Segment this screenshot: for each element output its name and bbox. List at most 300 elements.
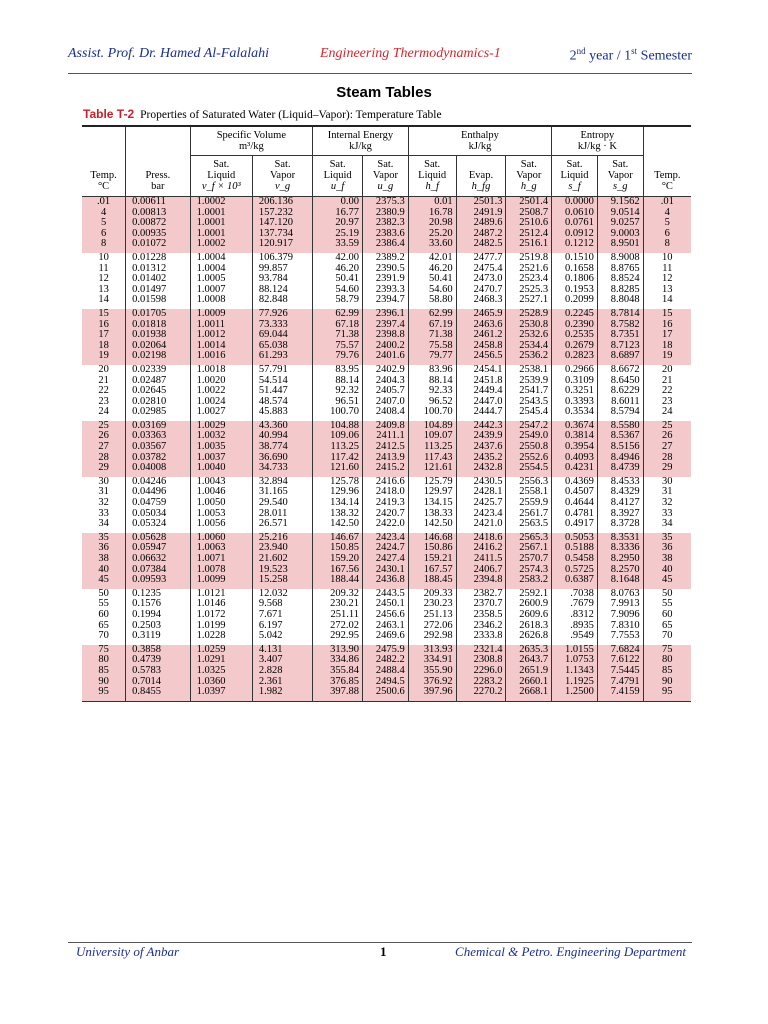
- table-cell: 93.784: [252, 274, 312, 285]
- table-cell: 31.165: [252, 487, 312, 498]
- table-cell: 42.00: [313, 253, 363, 264]
- table-cell: 25.20: [408, 229, 456, 240]
- table-cell: 7.7553: [597, 631, 643, 645]
- table-cell: 2549.0: [506, 431, 552, 442]
- table-cell: 46.20: [408, 264, 456, 275]
- table-cell: 0.01: [408, 197, 456, 208]
- table-cell: 0.3858: [126, 645, 190, 656]
- table-cell: 34.733: [252, 463, 312, 477]
- cell-temp: 31: [98, 486, 109, 498]
- table-cell: 0.7014: [126, 677, 190, 688]
- table-cell: 2559.9: [506, 498, 552, 509]
- table-cell: 16.77: [313, 208, 363, 219]
- table-cell: 1.0360: [190, 677, 252, 688]
- table-cell: 1.2500: [552, 687, 598, 701]
- table-cell: 2421.0: [456, 519, 506, 533]
- table-cell: 8.5580: [597, 421, 643, 432]
- table-cell: 0.1235: [126, 589, 190, 600]
- table-cell: 1.0020: [190, 376, 252, 387]
- table-cell: 2390.5: [363, 264, 409, 275]
- table-cell: 0.1953: [552, 285, 598, 296]
- cell-temp-right: 17: [643, 330, 691, 341]
- table-cell: 2435.2: [456, 453, 506, 464]
- table-cell: 92.32: [313, 386, 363, 397]
- table-cell: 334.86: [313, 655, 363, 666]
- table-cell: 2430.1: [363, 565, 409, 576]
- table-cell: 109.07: [408, 431, 456, 442]
- table-cell: 2463.6: [456, 320, 506, 331]
- table-cell: 8.8048: [597, 295, 643, 309]
- table-cell: 0.3954: [552, 442, 598, 453]
- table-cell: 106.379: [252, 253, 312, 264]
- table-cell: 2411.5: [456, 554, 506, 565]
- cell-temp: 12: [98, 273, 109, 285]
- table-cell: 0.4093: [552, 453, 598, 464]
- table-cell: 2477.7: [456, 253, 506, 264]
- cell-temp: 16: [82, 320, 126, 331]
- cell-temp: 4: [82, 208, 126, 219]
- table-cell: 2558.1: [506, 487, 552, 498]
- table-cell: 0.3119: [126, 631, 190, 645]
- table-cell: 2412.5: [363, 442, 409, 453]
- table-cell: 1.0043: [190, 477, 252, 488]
- cell-temp: 38: [82, 554, 126, 565]
- table-cell: 1.0018: [190, 365, 252, 376]
- table-cell: 8.6450: [597, 376, 643, 387]
- table-cell: 121.61: [408, 463, 456, 477]
- table-cell: 50.41: [313, 274, 363, 285]
- table-cell: 2510.6: [506, 218, 552, 229]
- table-cell: 134.15: [408, 498, 456, 509]
- cell-temp: 21: [98, 374, 109, 386]
- table-cell: 33.59: [313, 239, 363, 253]
- table-cell: 0.0761: [552, 218, 598, 229]
- table-cell: 2532.6: [506, 330, 552, 341]
- table-cell: 251.13: [408, 610, 456, 621]
- table-cell: 1.0046: [190, 487, 252, 498]
- table-cell: 2565.3: [506, 533, 552, 544]
- cell-temp: 6: [82, 229, 126, 240]
- table-cell: 2635.3: [506, 645, 552, 656]
- table-cell: 1.0050: [190, 498, 252, 509]
- table-cell: 67.19: [408, 320, 456, 331]
- table-cell: 1.0037: [190, 453, 252, 464]
- table-cell: 0.3674: [552, 421, 598, 432]
- table-cell: 206.136: [252, 197, 312, 208]
- table-cell: 209.32: [313, 589, 363, 600]
- table-cell: 2488.4: [363, 666, 409, 677]
- table-cell: 2534.4: [506, 341, 552, 352]
- table-cell: 38.774: [252, 442, 312, 453]
- table-cell: 1.0029: [190, 421, 252, 432]
- table-cell: 376.85: [313, 677, 363, 688]
- cell-temp-right: 35: [643, 533, 691, 544]
- page-footer: [76, 944, 686, 962]
- cell-temp: 34: [98, 518, 109, 530]
- table-cell: 2346.2: [456, 621, 506, 632]
- table-cell: 1.0155: [552, 645, 598, 656]
- table-cell: 2482.2: [363, 655, 409, 666]
- table-cell: 2416.2: [456, 543, 506, 554]
- table-cell: 8.3728: [597, 519, 643, 533]
- table-cell: 1.0002: [190, 197, 252, 208]
- cell-temp: 22: [98, 385, 109, 397]
- table-cell: 0.01705: [126, 309, 190, 320]
- table-cell: 272.06: [408, 621, 456, 632]
- cell-temp: 8: [82, 239, 126, 253]
- table-row: [82, 365, 691, 376]
- table-cell: 142.50: [313, 519, 363, 533]
- table-cell: 2501.4: [506, 197, 552, 208]
- table-cell: 0.01072: [126, 239, 190, 253]
- table-cell: 29.540: [252, 498, 312, 509]
- table-cell: 1.0005: [190, 274, 252, 285]
- table-cell: 8.3336: [597, 543, 643, 554]
- table-cell: 19.523: [252, 565, 312, 576]
- table-body: [82, 197, 691, 702]
- table-cell: 8.7351: [597, 330, 643, 341]
- table-cell: 1.0121: [190, 589, 252, 600]
- table-cell: 2592.1: [506, 589, 552, 600]
- table-cell: 79.76: [313, 351, 363, 365]
- table-cell: .9549: [552, 631, 598, 645]
- table-cell: 2574.3: [506, 565, 552, 576]
- table-cell: 2461.2: [456, 330, 506, 341]
- table-cell: 0.04246: [126, 477, 190, 488]
- table-cell: 2512.4: [506, 229, 552, 240]
- table-cell: 2386.4: [363, 239, 409, 253]
- table-cell: 0.06632: [126, 554, 190, 565]
- table-cell: 2527.1: [506, 295, 552, 309]
- table-cell: 2556.3: [506, 477, 552, 488]
- table-cell: 2651.9: [506, 666, 552, 677]
- cell-temp-right: 15: [643, 309, 691, 320]
- cell-temp-right: 29: [643, 463, 691, 477]
- table-cell: 1.1343: [552, 666, 598, 677]
- cell-temp-right: 90: [643, 677, 691, 688]
- table-cell: 0.4644: [552, 498, 598, 509]
- page-number: 1: [380, 944, 387, 959]
- table-cell: 2525.3: [506, 285, 552, 296]
- table-cell: 2536.2: [506, 351, 552, 365]
- table-cell: 117.43: [408, 453, 456, 464]
- table-cell: 2475.9: [363, 645, 409, 656]
- table-cell: 2424.7: [363, 543, 409, 554]
- table-cell: 32.894: [252, 477, 312, 488]
- table-cell: 2389.2: [363, 253, 409, 264]
- table-cell: 2491.9: [456, 208, 506, 219]
- table-cell: 0.1212: [552, 239, 598, 253]
- col-vg: Sat. Vapor v_g: [252, 156, 312, 197]
- table-cell: 159.21: [408, 554, 456, 565]
- col-group-entropy: Entropy kJ/kg · K: [552, 126, 643, 156]
- table-cell: 137.734: [252, 229, 312, 240]
- table-cell: 58.80: [408, 295, 456, 309]
- table-cell: 0.2823: [552, 351, 598, 365]
- table-cell: 0.2390: [552, 320, 598, 331]
- table-cell: 7.671: [252, 610, 312, 621]
- cell-temp-right: 14: [643, 295, 691, 309]
- table-row: [82, 239, 691, 253]
- table-cell: 2523.4: [506, 274, 552, 285]
- table-cell: 2436.8: [363, 575, 409, 589]
- table-cell: 2543.5: [506, 397, 552, 408]
- col-sg: Sat. Vapor s_g: [597, 156, 643, 197]
- cell-temp: 17: [82, 330, 126, 341]
- table-cell: .8312: [552, 610, 598, 621]
- table-cell: 2420.7: [363, 509, 409, 520]
- cell-temp: 18: [82, 341, 126, 352]
- table-cell: 2432.8: [456, 463, 506, 477]
- table-cell: 0.8455: [126, 687, 190, 701]
- table-cell: 0.5783: [126, 666, 190, 677]
- table-cell: 8.4127: [597, 498, 643, 509]
- table-cell: 0.2245: [552, 309, 598, 320]
- table-cell: 1.0022: [190, 386, 252, 397]
- table-cell: 8.3927: [597, 509, 643, 520]
- table-cell: 2463.1: [363, 621, 409, 632]
- table-cell: 0.5458: [552, 554, 598, 565]
- cell-temp: 45: [82, 575, 126, 589]
- col-group-internal-energy: Internal Energy kJ/kg: [313, 126, 409, 156]
- table-cell: 1.0071: [190, 554, 252, 565]
- table-row: [82, 463, 691, 477]
- table-cell: 25.216: [252, 533, 312, 544]
- table-cell: 2375.3: [363, 197, 409, 208]
- cell-temp-right: 8: [643, 239, 691, 253]
- table-cell: 2370.7: [456, 599, 506, 610]
- table-cell: 2494.5: [363, 677, 409, 688]
- cell-temp-right: 11: [643, 264, 691, 275]
- table-cell: 8.8285: [597, 285, 643, 296]
- department-name: Chemical & Petro. Engineering Department: [455, 944, 686, 959]
- table-cell: 2419.3: [363, 498, 409, 509]
- table-cell: 1.0032: [190, 431, 252, 442]
- table-row: [82, 309, 691, 320]
- table-cell: 83.95: [313, 365, 363, 376]
- table-cell: 1.0016: [190, 351, 252, 365]
- table-cell: 125.78: [313, 477, 363, 488]
- table-cell: 2415.2: [363, 463, 409, 477]
- table-cell: 2270.2: [456, 687, 506, 701]
- table-cell: 2454.1: [456, 365, 506, 376]
- table-cell: 0.01818: [126, 320, 190, 331]
- table-cell: 16.78: [408, 208, 456, 219]
- table-cell: 1.0099: [190, 575, 252, 589]
- table-cell: 0.00872: [126, 218, 190, 229]
- table-cell: 9.0257: [597, 218, 643, 229]
- table-cell: 129.97: [408, 487, 456, 498]
- table-cell: 8.4739: [597, 463, 643, 477]
- page-header: [68, 46, 692, 66]
- table-cell: 0.00813: [126, 208, 190, 219]
- table-cell: 2406.7: [456, 565, 506, 576]
- table-cell: 9.1562: [597, 197, 643, 208]
- cell-temp: 32: [98, 497, 109, 509]
- table-cell: 0.00: [313, 197, 363, 208]
- table-cell: 1.0397: [190, 687, 252, 701]
- table-cell: 96.51: [313, 397, 363, 408]
- table-cell: 0.3109: [552, 376, 598, 387]
- cell-temp-right: 22: [643, 386, 691, 397]
- table-cell: 1.0060: [190, 533, 252, 544]
- table-cell: 2470.7: [456, 285, 506, 296]
- table-cell: 0.3534: [552, 407, 598, 421]
- table-cell: 8.9501: [597, 239, 643, 253]
- table-cell: 75.57: [313, 341, 363, 352]
- table-cell: 7.4159: [597, 687, 643, 701]
- cell-temp: 30: [98, 475, 109, 487]
- table-cell: 0.1658: [552, 264, 598, 275]
- cell-temp-right: 32: [643, 498, 691, 509]
- table-cell: 8.8524: [597, 274, 643, 285]
- table-cell: 2383.6: [363, 229, 409, 240]
- table-cell: 0.02064: [126, 341, 190, 352]
- table-cell: 1.0053: [190, 509, 252, 520]
- cell-temp-right: 12: [643, 274, 691, 285]
- col-group-enthalpy: Enthalpy kJ/kg: [408, 126, 551, 156]
- table-cell: 50.41: [408, 274, 456, 285]
- table-cell: 2626.8: [506, 631, 552, 645]
- table-cell: 36.690: [252, 453, 312, 464]
- table-cell: 58.79: [313, 295, 363, 309]
- table-cell: 1.0056: [190, 519, 252, 533]
- table-cell: 25.19: [313, 229, 363, 240]
- cell-temp-right: 31: [643, 487, 691, 498]
- table-cell: 1.0078: [190, 565, 252, 576]
- table-cell: 2358.5: [456, 610, 506, 621]
- table-cell: 5.042: [252, 631, 312, 645]
- table-cell: 71.38: [408, 330, 456, 341]
- cell-temp-right: 21: [643, 376, 691, 387]
- table-cell: 0.04008: [126, 463, 190, 477]
- cell-temp: 19: [82, 351, 126, 365]
- table-cell: 9.568: [252, 599, 312, 610]
- table-cell: 0.1994: [126, 610, 190, 621]
- cell-temp: 36: [82, 543, 126, 554]
- table-cell: 167.57: [408, 565, 456, 576]
- table-cell: 9.0514: [597, 208, 643, 219]
- table-cell: 2550.8: [506, 442, 552, 453]
- cell-temp-right: 85: [643, 666, 691, 677]
- table-cell: 57.791: [252, 365, 312, 376]
- table-cell: 2465.9: [456, 309, 506, 320]
- table-cell: 2442.3: [456, 421, 506, 432]
- table-cell: 7.9096: [597, 610, 643, 621]
- table-cell: 292.98: [408, 631, 456, 645]
- table-cell: 2428.1: [456, 487, 506, 498]
- table-row: [82, 554, 691, 565]
- table-cell: 1.0040: [190, 463, 252, 477]
- cell-temp-right: 38: [643, 554, 691, 565]
- table-cell: 1.0291: [190, 655, 252, 666]
- table-row: [82, 295, 691, 309]
- table-cell: 8.4533: [597, 477, 643, 488]
- cell-temp-right: 40: [643, 565, 691, 576]
- table-cell: 8.6229: [597, 386, 643, 397]
- table-cell: 1.0325: [190, 666, 252, 677]
- table-cell: 2475.4: [456, 264, 506, 275]
- table-cell: 1.0146: [190, 599, 252, 610]
- cell-temp-right: 95: [643, 687, 691, 701]
- table-cell: 46.20: [313, 264, 363, 275]
- table-cell: 2487.2: [456, 229, 506, 240]
- table-cell: 100.70: [408, 407, 456, 421]
- table-cell: 2396.1: [363, 309, 409, 320]
- table-cell: 6.197: [252, 621, 312, 632]
- table-cell: 2394.7: [363, 295, 409, 309]
- table-cell: 48.574: [252, 397, 312, 408]
- table-cell: 125.79: [408, 477, 456, 488]
- table-cell: 54.60: [408, 285, 456, 296]
- cell-temp: 25: [82, 421, 126, 432]
- table-cell: 0.3814: [552, 431, 598, 442]
- table-cell: 2554.5: [506, 463, 552, 477]
- table-cell: 2545.4: [506, 407, 552, 421]
- col-group-specific-volume: Specific Volume m³/kg: [190, 126, 313, 156]
- table-cell: 23.940: [252, 543, 312, 554]
- table-cell: 99.857: [252, 264, 312, 275]
- table-cell: 2437.6: [456, 442, 506, 453]
- table-cell: 1.0063: [190, 543, 252, 554]
- table-cell: 0.1510: [552, 253, 598, 264]
- table-cell: 2404.3: [363, 376, 409, 387]
- cell-temp: 60: [98, 608, 109, 620]
- table-cell: 0.6387: [552, 575, 598, 589]
- table-cell: 8.2950: [597, 554, 643, 565]
- table-cell: 33.60: [408, 239, 456, 253]
- table-cell: 2380.9: [363, 208, 409, 219]
- table-cell: 0.2535: [552, 330, 598, 341]
- cell-temp-right: 16: [643, 320, 691, 331]
- cell-temp-right: 18: [643, 341, 691, 352]
- table-cell: 2401.6: [363, 351, 409, 365]
- cell-temp-right: 5: [643, 218, 691, 229]
- table-cell: 82.848: [252, 295, 312, 309]
- table-cell: .7038: [552, 589, 598, 600]
- cell-temp-right: 13: [643, 285, 691, 296]
- table-cell: 62.99: [313, 309, 363, 320]
- table-row: [82, 351, 691, 365]
- table-cell: .8935: [552, 621, 598, 632]
- table-cell: 2402.9: [363, 365, 409, 376]
- table-cell: 0.5725: [552, 565, 598, 576]
- course-title: Engineering Thermodynamics-1: [320, 46, 501, 61]
- table-cell: 142.50: [408, 519, 456, 533]
- cell-temp-right: 27: [643, 442, 691, 453]
- table-cell: 0.5053: [552, 533, 598, 544]
- table-cell: 0.02810: [126, 397, 190, 408]
- table-cell: 2416.6: [363, 477, 409, 488]
- table-cell: 2409.8: [363, 421, 409, 432]
- table-cell: 2333.8: [456, 631, 506, 645]
- table-cell: 2321.4: [456, 645, 506, 656]
- cell-temp-right: 30: [643, 477, 691, 488]
- table-cell: 167.56: [313, 565, 363, 576]
- cell-temp-right: 20: [643, 365, 691, 376]
- table-cell: 77.926: [252, 309, 312, 320]
- table-cell: 2308.8: [456, 655, 506, 666]
- table-cell: 8.7814: [597, 309, 643, 320]
- table-cell: 88.124: [252, 285, 312, 296]
- table-cell: 21.602: [252, 554, 312, 565]
- table-row: [82, 687, 691, 701]
- table-cell: 88.14: [408, 376, 456, 387]
- table-cell: 0.4507: [552, 487, 598, 498]
- table-row: [82, 575, 691, 589]
- table-cell: 88.14: [313, 376, 363, 387]
- table-cell: 0.04759: [126, 498, 190, 509]
